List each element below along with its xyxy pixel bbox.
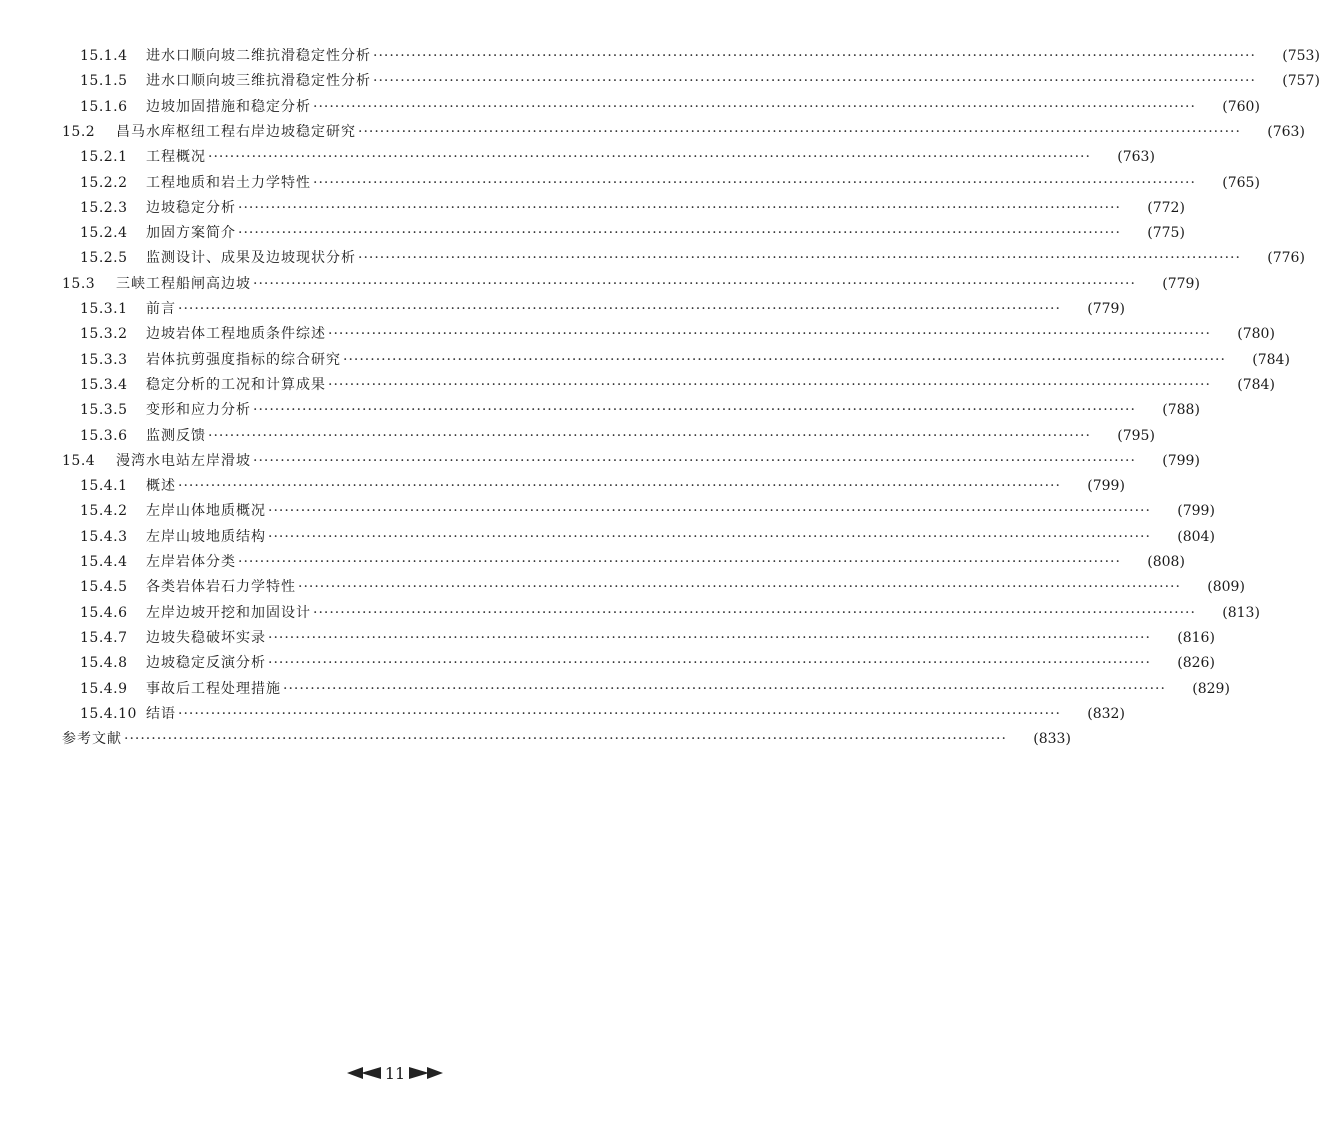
dot-leader (373, 69, 1256, 93)
toc-entry-title: 昌马水库枢纽工程右岸边坡稳定研究 (116, 123, 356, 140)
toc-entry-number: 15.3.6 (80, 427, 128, 444)
toc-entry (0, 398, 1200, 422)
dot-leader (343, 348, 1226, 372)
toc-entry-page: (799) (1162, 452, 1200, 469)
toc-entry-number: 15.4.1 (80, 478, 128, 495)
toc-entry-page: (816) (1177, 629, 1215, 646)
toc-entry (0, 373, 1275, 397)
toc-entry (0, 575, 1245, 599)
toc-entry (0, 69, 1320, 93)
toc-entry-page: (804) (1177, 528, 1215, 545)
toc-entry (0, 272, 1200, 296)
toc-entry (0, 474, 1125, 498)
toc-entry-number: 15.3.2 (80, 326, 128, 343)
toc-entry-title: 概述 (146, 478, 176, 495)
toc-entry-number: 15.2 (62, 123, 96, 140)
toc-entry-number: 15.3.1 (80, 301, 128, 317)
toc-entry-page: (763) (1267, 123, 1305, 140)
toc-entry (0, 196, 1185, 220)
toc-entry-number: 15.3.4 (80, 376, 128, 393)
toc-entry-number: 15.4.5 (80, 579, 128, 596)
dot-leader (268, 651, 1151, 675)
toc-entry-title: 进水口顺向坡二维抗滑稳定性分析 (146, 48, 371, 64)
toc-entry-title: 前言 (146, 301, 176, 317)
toc-entry-page: (795) (1117, 427, 1155, 444)
toc-entry (0, 44, 1320, 68)
toc-entry (0, 348, 1290, 372)
toc-entry-title: 变形和应力分析 (146, 402, 251, 419)
toc-entry-page: (813) (1222, 604, 1260, 621)
toc-entry-page: (753) (1282, 48, 1320, 64)
toc-entry-title: 监测反馈 (146, 427, 206, 444)
toc-entry-number: 15.4.7 (80, 629, 128, 646)
toc-entry (0, 221, 1185, 245)
toc-entry-title: 监测设计、成果及边坡现状分析 (146, 250, 356, 267)
toc-entry-page: (833) (1033, 731, 1071, 748)
page-number: 11 (384, 1063, 406, 1083)
dot-leader (313, 95, 1196, 119)
dot-leader (253, 398, 1136, 422)
dot-leader (298, 575, 1181, 599)
toc-entry-number: 15.3.3 (80, 351, 128, 368)
toc-entry-title: 工程概况 (146, 149, 206, 166)
dot-leader (358, 120, 1241, 144)
toc-entry-page: (757) (1282, 73, 1320, 90)
dot-leader (238, 221, 1121, 245)
toc-entry-number: 15.4 (62, 452, 96, 469)
toc-entry-title: 边坡稳定分析 (146, 199, 236, 216)
toc-entry-number: 15.2.3 (80, 199, 128, 216)
toc-entry-page: (784) (1252, 351, 1290, 368)
toc-entry-title: 边坡加固措施和稳定分析 (146, 98, 311, 115)
toc-entry-page: (765) (1222, 174, 1260, 191)
dot-leader (313, 171, 1196, 195)
toc-entry-page: (826) (1177, 655, 1215, 672)
toc-entry-title: 加固方案简介 (146, 225, 236, 242)
toc-entry-page: (809) (1207, 579, 1245, 596)
toc-entry (0, 626, 1215, 650)
toc-entry-page: (776) (1267, 250, 1305, 267)
dot-leader (208, 145, 1091, 169)
toc-entry-title: 边坡岩体工程地质条件综述 (146, 326, 326, 343)
toc-entry (0, 525, 1215, 549)
double-arrow-right-icon (409, 1066, 443, 1080)
toc-entry (0, 322, 1275, 346)
toc-entry-title: 左岸边坡开挖和加固设计 (146, 604, 311, 621)
toc-entry (0, 424, 1155, 448)
dot-leader (328, 322, 1211, 346)
toc-entry (0, 499, 1215, 523)
toc-entry-title: 岩体抗剪强度指标的综合研究 (146, 351, 341, 368)
toc-entry-title: 事故后工程处理措施 (146, 680, 281, 697)
dot-leader (328, 373, 1211, 397)
dot-leader (178, 297, 1061, 321)
toc-entry-title: 结语 (146, 705, 176, 722)
toc-entry-number: 15.1.5 (80, 73, 128, 90)
dot-leader (253, 449, 1136, 473)
dot-leader (178, 474, 1061, 498)
dot-leader (268, 499, 1151, 523)
toc-entry-page: (772) (1147, 199, 1185, 216)
toc-entry (0, 95, 1260, 119)
toc-entry-number: 15.1.6 (80, 98, 128, 115)
toc-entry (0, 171, 1260, 195)
toc-entry-number: 15.4.9 (80, 680, 128, 697)
toc-entry-number: 15.3 (62, 275, 96, 292)
toc-entry-number: 15.4.6 (80, 604, 128, 621)
dot-leader (268, 525, 1151, 549)
toc-entry-number: 15.3.5 (80, 402, 128, 419)
toc-entry-number: 15.2.2 (80, 174, 128, 191)
toc-entry-title: 工程地质和岩土力学特性 (146, 174, 311, 191)
toc-entry-page: (779) (1162, 275, 1200, 292)
toc-entry-page: (799) (1087, 478, 1125, 495)
toc-entry-title: 漫湾水电站左岸滑坡 (116, 452, 251, 469)
toc-entry-number: 15.4.8 (80, 655, 128, 672)
toc-entry (0, 550, 1185, 574)
toc-entry-page: (775) (1147, 225, 1185, 242)
dot-leader (124, 727, 1007, 751)
toc-entry-title: 各类岩体岩石力学特性 (146, 579, 296, 596)
page-footer (0, 1062, 790, 1084)
toc-entry (0, 449, 1200, 473)
toc-entry-number: 15.4.4 (80, 554, 128, 570)
dot-leader (208, 424, 1091, 448)
dot-leader (253, 272, 1136, 296)
dot-leader (178, 702, 1061, 726)
toc-entry-title: 进水口顺向坡三维抗滑稳定性分析 (146, 73, 371, 90)
toc-entry-page: (788) (1162, 402, 1200, 419)
toc-entry-title: 三峡工程船闸高边坡 (116, 275, 251, 292)
toc-entry-number: 15.4.10 (80, 705, 137, 722)
dot-leader (268, 626, 1151, 650)
toc-entry (0, 145, 1155, 169)
toc-entry-page: (763) (1117, 149, 1155, 166)
toc-entry-title: 边坡失稳破坏实录 (146, 629, 266, 646)
toc-entry-page: (832) (1087, 705, 1125, 722)
double-arrow-left-icon (347, 1066, 381, 1080)
dot-leader (358, 246, 1241, 270)
toc-entry-title: 参考文献 (62, 731, 122, 748)
toc-entry-page: (779) (1087, 301, 1125, 317)
toc-entry (0, 727, 1071, 751)
toc-entry-page: (829) (1192, 680, 1230, 697)
toc-entry (0, 677, 1230, 701)
dot-leader (313, 601, 1196, 625)
toc-entry-title: 边坡稳定反演分析 (146, 655, 266, 672)
toc-entry (0, 297, 1125, 321)
toc-entry-title: 左岸山坡地质结构 (146, 528, 266, 545)
toc-entry-title: 稳定分析的工况和计算成果 (146, 376, 326, 393)
dot-leader (238, 196, 1121, 220)
toc-entry-number: 15.4.2 (80, 503, 128, 520)
toc-entry-page: (799) (1177, 503, 1215, 520)
toc-entry (0, 702, 1125, 726)
toc-entry-page: (808) (1147, 554, 1185, 570)
toc-entry (0, 651, 1215, 675)
toc-entry (0, 120, 1305, 144)
toc-entry-title: 左岸山体地质概况 (146, 503, 266, 520)
dot-leader (373, 44, 1256, 68)
toc-entry-page: (780) (1237, 326, 1275, 343)
toc-entry-number: 15.2.5 (80, 250, 128, 267)
toc-entry-page: (760) (1222, 98, 1260, 115)
toc-entry-number: 15.2.1 (80, 149, 128, 166)
toc-entry-page: (784) (1237, 376, 1275, 393)
toc-entry-number: 15.1.4 (80, 48, 128, 64)
toc-entry-number: 15.2.4 (80, 225, 128, 242)
toc-entry (0, 246, 1305, 270)
dot-leader (283, 677, 1166, 701)
toc-entry (0, 601, 1260, 625)
toc-entry-number: 15.4.3 (80, 528, 128, 545)
toc-entry-title: 左岸岩体分类 (146, 554, 236, 570)
dot-leader (238, 550, 1121, 574)
